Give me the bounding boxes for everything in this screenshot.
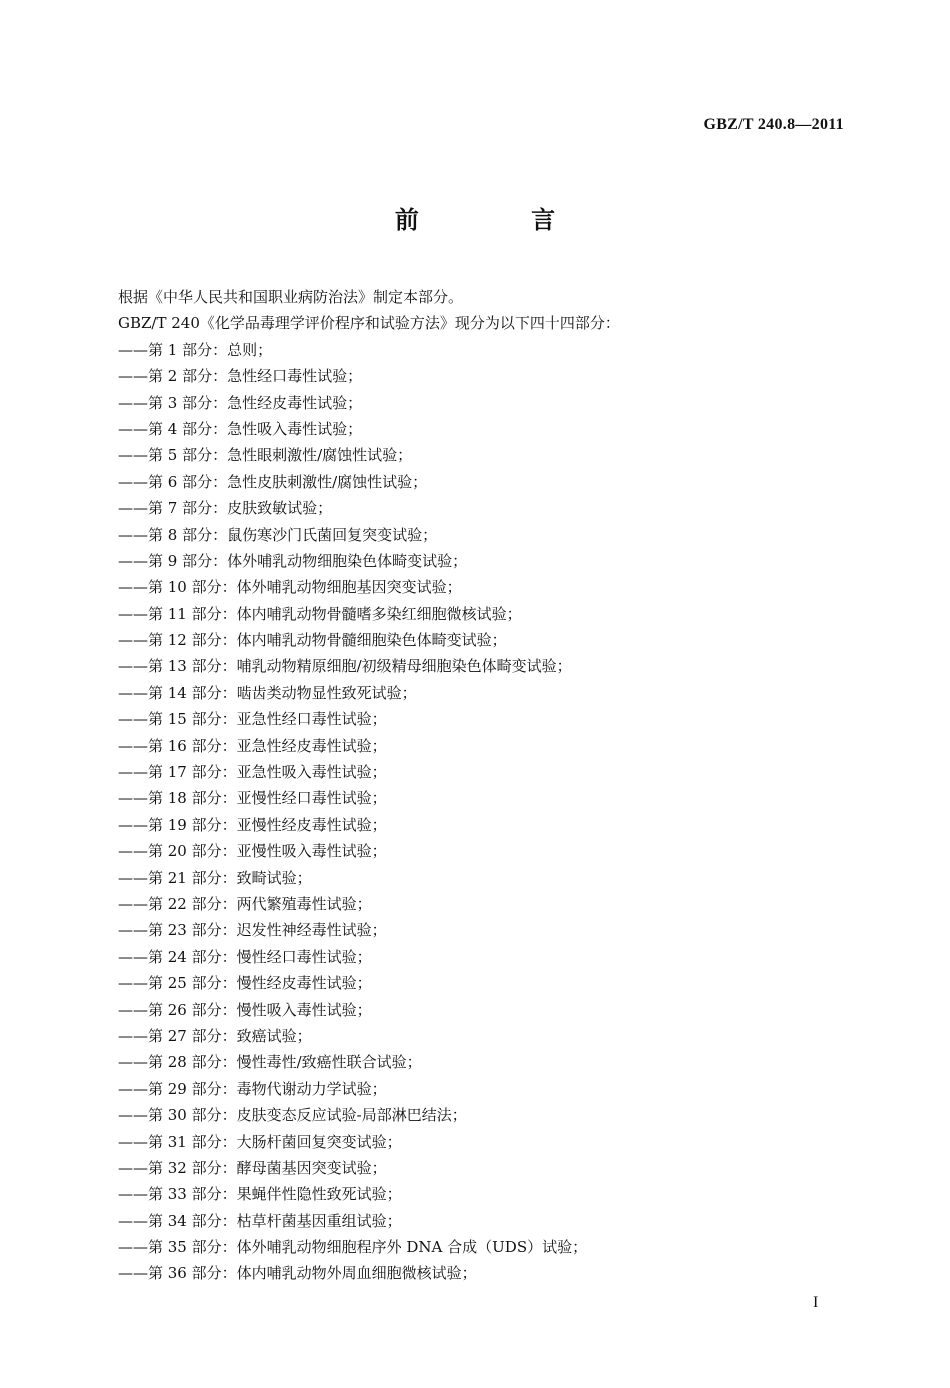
list-item: ——第 34 部分：枯草杆菌基因重组试验；	[118, 1211, 402, 1230]
list-item: ——第 17 部分：亚急性吸入毒性试验；	[118, 763, 387, 782]
list-item: ——第 2 部分：急性经口毒性试验；	[118, 367, 363, 386]
list-item: ——第 9 部分：体外哺乳动物细胞染色体畸变试验；	[118, 551, 468, 570]
document-body	[118, 284, 838, 1287]
list-item: ——第 4 部分：急性吸入毒性试验；	[118, 419, 363, 438]
list-item: ——第 30 部分：皮肤变态反应试验-局部淋巴结法；	[118, 1106, 467, 1125]
list-item: ——第 12 部分：体内哺乳动物骨髓细胞染色体畸变试验；	[118, 631, 507, 650]
list-item: ——第 7 部分：皮肤致敏试验；	[118, 499, 333, 518]
list-item: ——第 11 部分：体内哺乳动物骨髓嗜多染红细胞微核试验；	[118, 604, 522, 623]
list-item: ——第 10 部分：体外哺乳动物细胞基因突变试验；	[118, 578, 462, 597]
list-item: ——第 33 部分：果蝇伴性隐性致死试验；	[118, 1185, 402, 1204]
list-item: ——第 35 部分：体外哺乳动物细胞程序外 DNA 合成（UDS）试验；	[118, 1238, 588, 1257]
list-item: ——第 3 部分：急性经皮毒性试验；	[118, 393, 363, 412]
list-item: ——第 20 部分：亚慢性吸入毒性试验；	[118, 842, 387, 861]
list-item: ——第 15 部分：亚急性经口毒性试验；	[118, 710, 387, 729]
list-item: ——第 1 部分：总则；	[118, 340, 273, 359]
list-item: ——第 18 部分：亚慢性经口毒性试验；	[118, 789, 387, 808]
list-item: ——第 28 部分：慢性毒性/致癌性联合试验；	[118, 1053, 422, 1072]
list-item: ——第 25 部分：慢性经皮毒性试验；	[118, 974, 372, 993]
list-item: ——第 21 部分：致畸试验；	[118, 868, 312, 887]
parts-list	[118, 337, 838, 1287]
list-item: ——第 22 部分：两代繁殖毒性试验；	[118, 894, 372, 913]
page-title: 前 言	[394, 206, 608, 234]
page-number: I	[813, 1294, 819, 1311]
list-item: ——第 36 部分：体内哺乳动物外周血细胞微核试验；	[118, 1264, 477, 1283]
standard-code: GBZ/T 240.8—2011	[703, 116, 844, 133]
list-item: ——第 32 部分：酵母菌基因突变试验；	[118, 1158, 387, 1177]
list-item: ——第 8 部分：鼠伤寒沙门氏菌回复突变试验；	[118, 525, 438, 544]
list-item: ——第 5 部分：急性眼刺激性/腐蚀性试验；	[118, 446, 413, 465]
list-item: ——第 29 部分：毒物代谢动力学试验；	[118, 1079, 387, 1098]
intro-paragraph: 根据《中华人民共和国职业病防治法》制定本部分。	[118, 288, 464, 306]
list-item: ——第 23 部分：迟发性神经毒性试验；	[118, 921, 387, 940]
list-item: ——第 27 部分：致癌试验；	[118, 1026, 312, 1045]
list-item: ——第 6 部分：急性皮肤刺激性/腐蚀性试验；	[118, 472, 428, 491]
list-item: ——第 13 部分：哺乳动物精原细胞/初级精母细胞染色体畸变试验；	[118, 657, 572, 676]
list-item: ——第 31 部分：大肠杆菌回复突变试验；	[118, 1132, 402, 1151]
list-item: ——第 16 部分：亚急性经皮毒性试验；	[118, 736, 387, 755]
list-item: ——第 26 部分：慢性吸入毒性试验；	[118, 1000, 372, 1019]
list-item: ——第 19 部分：亚慢性经皮毒性试验；	[118, 815, 387, 834]
intro-paragraph: GBZ/T 240《化学品毒理学评价程序和试验方法》现分为以下四十四部分：	[118, 314, 620, 333]
list-item: ——第 14 部分：啮齿类动物显性致死试验；	[118, 683, 417, 702]
list-item: ——第 24 部分：慢性经口毒性试验；	[118, 947, 372, 966]
